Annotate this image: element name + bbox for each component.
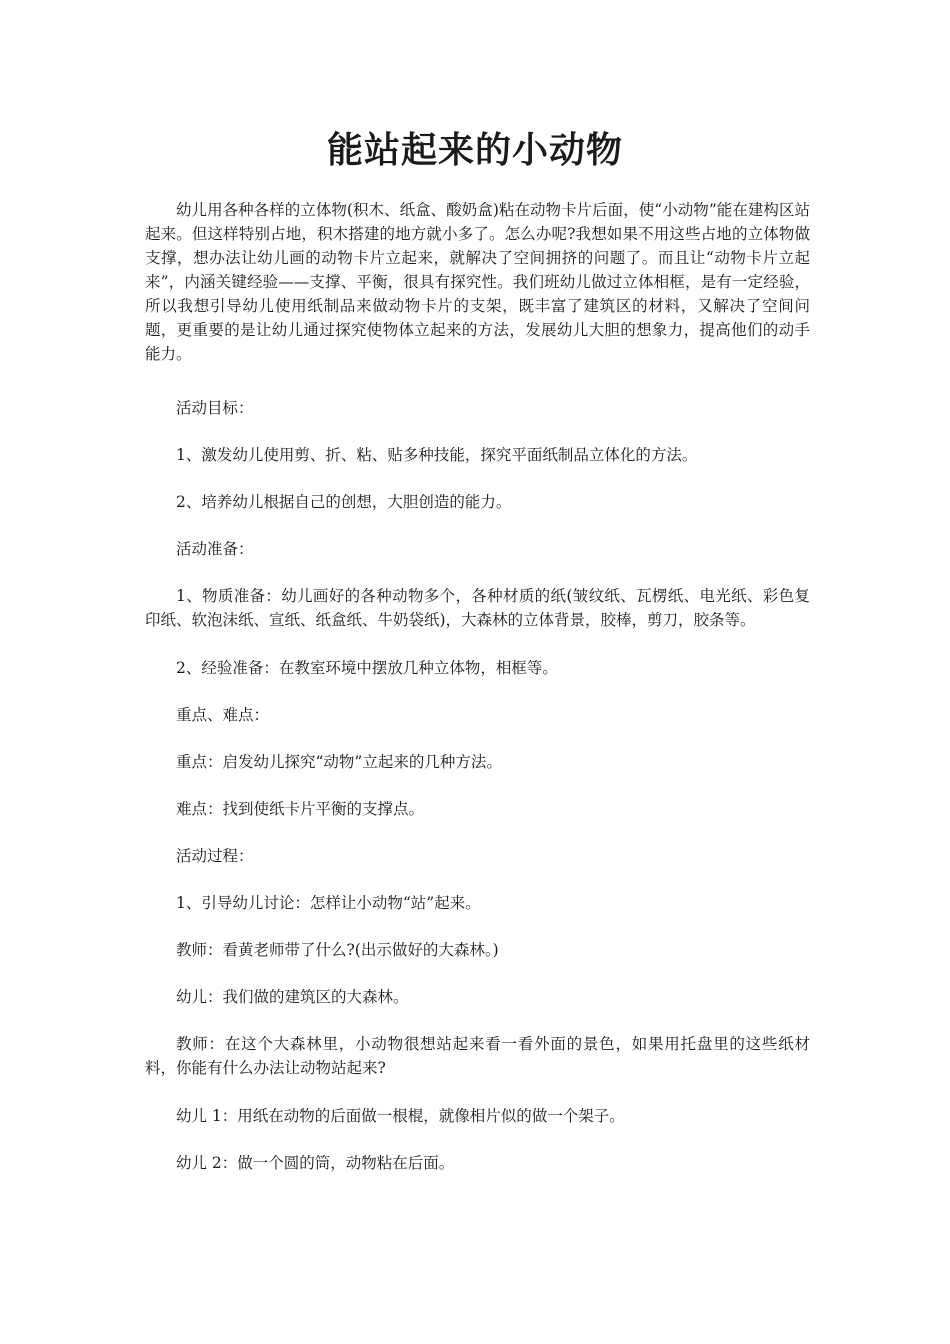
intro-paragraph: 幼儿用各种各样的立体物(积木、纸盒、酸奶盒)粘在动物卡片后面，使“小动物”能在建构区站起来。但这样特别占地，积木搭建的地方就小多了。怎么办呢?我想如果不用这些占地的立体物做支撑，想办法让幼儿画的动物卡片立起来，就解决了空间拥挤的问题了。而且让“动物卡片立起来”，内涵关键经验——支撑、平衡，很具有探究性。我们班幼儿做过立体相框，是有一定经验，所以我想引导幼儿使用纸制品来做动物卡片的支架，既丰富了建筑区的材料，又解决了空间问题，更重要的是让幼儿通过探究使物体立起来的方法，发展幼儿大胆的想象力，提高他们的动手能力。 (145, 201, 810, 363)
key-heading: 重点、难点： (176, 706, 270, 724)
prep-item-2: 2、经验准备：在教室环境中摆放几种立体物，相框等。 (176, 659, 558, 677)
prep-heading: 活动准备： (176, 540, 254, 558)
dialogue-child-1: 幼儿 1：用纸在动物的后面做一根棍，就像相片似的做一个架子。 (176, 1107, 625, 1125)
process-item-1: 1、引导幼儿讨论：怎样让小动物“站”起来。 (176, 894, 481, 912)
dialogue-child-reply: 幼儿：我们做的建筑区的大森林。 (176, 988, 409, 1006)
document-title: 能站起来的小动物 (326, 129, 623, 171)
prep-item-1: 1、物质准备：幼儿画好的各种动物多个，各种材质的纸(皱纹纸、瓦楞纸、电光纸、彩色复印纸、软泡沫纸、宣纸、纸盒纸、牛奶袋纸)，大森林的立体背景，胶棒，剪刀，胶条等。 (145, 587, 810, 629)
dialogue-teacher-2: 教师：在这个大森林里，小动物很想站起来看一看外面的景色，如果用托盘里的这些纸材料，你能有什么办法让动物站起来? (145, 1035, 810, 1077)
goal-item-2: 2、培养幼儿根据自己的创想，大胆创造的能力。 (176, 493, 512, 511)
process-heading: 活动过程： (176, 847, 254, 865)
goals-heading: 活动目标： (176, 399, 254, 417)
dialogue-child-2: 幼儿 2：做一个圆的筒，动物粘在后面。 (176, 1154, 455, 1172)
dialogue-teacher-1: 教师：看黄老师带了什么?(出示做好的大森林。) (176, 941, 499, 959)
key-point: 重点：启发幼儿探究“动物”立起来的几种方法。 (176, 753, 502, 771)
goal-item-1: 1、激发幼儿使用剪、折、粘、贴多种技能，探究平面纸制品立体化的方法。 (176, 446, 698, 464)
difficult-point: 难点：找到使纸卡片平衡的支撑点。 (176, 800, 425, 818)
